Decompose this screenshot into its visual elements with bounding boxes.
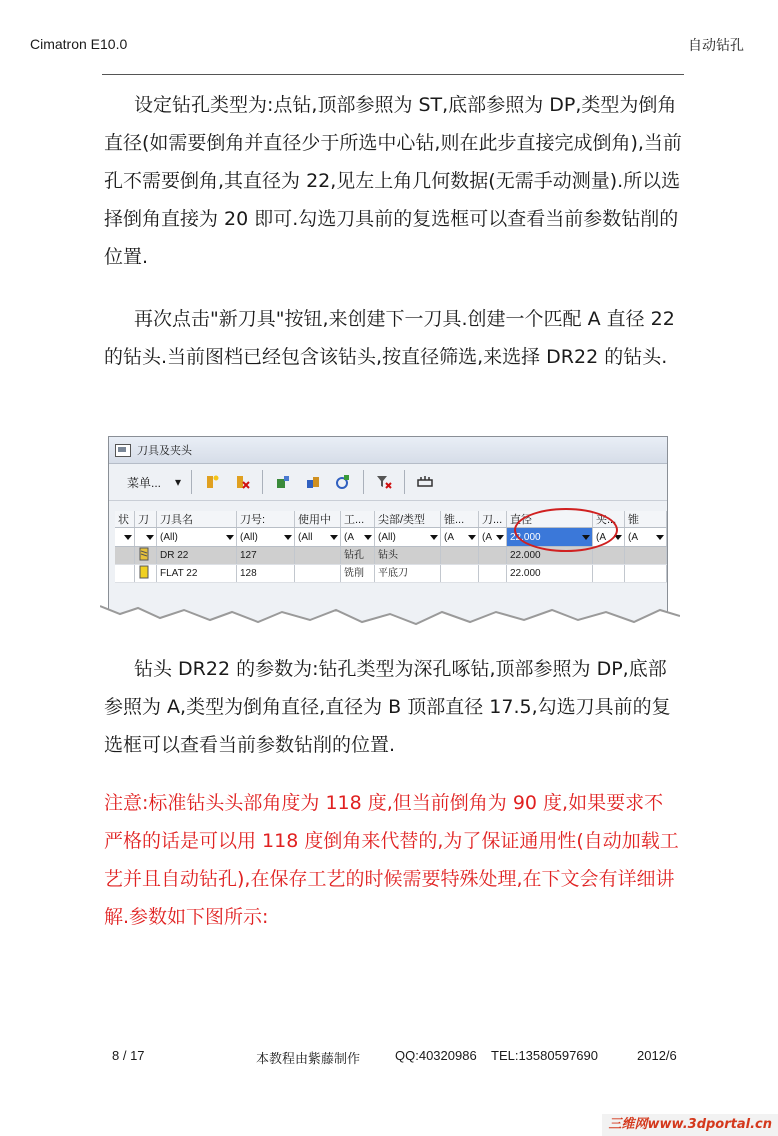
cell-in-use	[295, 565, 341, 582]
col-tool-name[interactable]: 刀具名	[157, 511, 237, 527]
footer-date: 2012/6	[637, 1048, 677, 1063]
chevron-down-icon	[430, 535, 438, 540]
cell-blade	[479, 547, 507, 564]
diameter-highlight-circle	[514, 508, 618, 552]
paragraph-1: 设定钻孔类型为:点钻,顶部参照为 ST,底部参照为 DP,类型为倒角直径(如需要倒角并直径少于所选中心钻,则在此步直接完成倒角),当前孔不需要倒角,其直径为 22,见左上角几何数据(无需手动测量).所以选择倒角直接为 20 即可.勾选刀具前的复选框可以查看当前参数钻削的位置.	[104, 94, 682, 268]
toolbar	[109, 464, 667, 501]
cell-in-use	[295, 547, 341, 564]
footer-author: 本教程由紫藤制作	[256, 1051, 361, 1066]
row-status	[115, 547, 135, 564]
footer-page: 8 / 17	[112, 1048, 145, 1063]
chevron-down-icon: ▾	[175, 475, 182, 489]
header-product: Cimatron E10.0	[30, 36, 128, 52]
chevron-down-icon	[330, 535, 338, 540]
col-taper[interactable]: 锥...	[441, 511, 479, 527]
flat-mill-icon	[135, 565, 157, 582]
col-tip-type[interactable]: 尖部/类型	[375, 511, 441, 527]
col-diameter[interactable]: 直径	[507, 511, 593, 527]
toolbar-separator	[404, 470, 405, 494]
filter-tip-type[interactable]: (All)	[375, 528, 441, 546]
cell-tool-number: 127	[237, 547, 295, 564]
filter-taper-2[interactable]: (A	[625, 528, 667, 546]
paragraph-3: 钻头 DR22 的参数为:钻孔类型为深孔啄钻,顶部参照为 DP,底部参照为 A,类型为倒角直径,直径为 B 顶部直径 17.5,勾选刀具前的复选框可以查看当前参数钻削的位置.	[104, 658, 671, 756]
footer-tel: TEL:13580597690	[491, 1048, 598, 1063]
row-status	[115, 565, 135, 582]
add-holder-icon[interactable]	[273, 472, 293, 492]
toolbar-separator	[262, 470, 263, 494]
table-row[interactable]	[115, 565, 667, 583]
paragraph-2: 再次点击"新刀具"按钮,来创建下一刀具.创建一个匹配 A 直径 22 的钻头.当前图档已经包含该钻头,按直径筛选,来选择 DR22 的钻头.	[104, 308, 675, 368]
filter-in-use[interactable]: (All	[295, 528, 341, 546]
filter-tool-number[interactable]: (All)	[237, 528, 295, 546]
delete-tool-icon[interactable]	[232, 472, 252, 492]
cell-tool-number: 128	[237, 565, 295, 582]
torn-edge	[100, 600, 680, 640]
col-taper-2[interactable]: 锥	[625, 511, 667, 527]
chevron-down-icon	[146, 535, 154, 540]
cell-diameter: 22.000	[507, 547, 593, 564]
col-blade[interactable]: 刀...	[479, 511, 507, 527]
drill-icon	[135, 547, 157, 564]
filter-status[interactable]	[115, 528, 135, 546]
toolbar-separator	[191, 470, 192, 494]
cell-tool-name: FLAT 22	[157, 565, 237, 582]
col-status[interactable]: 状	[115, 511, 135, 527]
menu-button[interactable]	[127, 474, 181, 491]
col-work[interactable]: 工...	[341, 511, 375, 527]
cell-blade	[479, 565, 507, 582]
chevron-down-icon	[364, 535, 372, 540]
measure-icon[interactable]	[415, 472, 435, 492]
header-divider	[102, 74, 684, 75]
chevron-down-icon	[124, 535, 132, 540]
filter-taper[interactable]: (A	[441, 528, 479, 546]
cell-taper	[441, 565, 479, 582]
filter-clear-icon[interactable]	[374, 472, 394, 492]
cell-holder	[593, 547, 625, 564]
filter-tool-name[interactable]: (All)	[157, 528, 237, 546]
new-tool-icon[interactable]	[202, 472, 222, 492]
site-watermark: 三维网www.3dportal.cn	[602, 1114, 778, 1136]
cell-taper-2	[625, 565, 667, 582]
note-paragraph: 注意:标准钻头头部角度为 118 度,但当前倒角为 90 度,如果要求不严格的话是可以用 118 度倒角来代替的,为了保证通用性(自动加载工艺并且自动钻孔),在保存工艺的时候需要特殊处理,在下文会有详细讲解.参数如下图所示:	[104, 792, 679, 928]
filter-tool[interactable]	[135, 528, 157, 546]
cell-holder	[593, 565, 625, 582]
chevron-down-icon	[656, 535, 664, 540]
window-icon	[115, 444, 131, 457]
menu-label: 菜单...	[127, 475, 162, 490]
copy-tool-icon[interactable]	[303, 472, 323, 492]
cell-tip-type: 平底刀	[375, 565, 441, 582]
cell-tip-type: 钻头	[375, 547, 441, 564]
cell-taper-2	[625, 547, 667, 564]
filter-work[interactable]: (A	[341, 528, 375, 546]
col-holder[interactable]: 夹...	[593, 511, 625, 527]
cell-diameter: 22.000	[507, 565, 593, 582]
edit-tool-icon[interactable]	[333, 472, 353, 492]
toolbar-separator	[363, 470, 364, 494]
cell-tool-name: DR 22	[157, 547, 237, 564]
header-chapter: 自动钻孔	[688, 38, 744, 54]
chevron-down-icon	[468, 535, 476, 540]
chevron-down-icon	[284, 535, 292, 540]
chevron-down-icon	[226, 535, 234, 540]
window-title: 刀具及夹头	[137, 445, 192, 457]
cell-taper	[441, 547, 479, 564]
col-in-use[interactable]: 使用中	[295, 511, 341, 527]
window-titlebar	[109, 437, 667, 464]
col-tool-number[interactable]: 刀号:	[237, 511, 295, 527]
filter-holder[interactable]: (A	[593, 528, 625, 546]
col-tool[interactable]: 刀	[135, 511, 157, 527]
cell-work: 钻孔	[341, 547, 375, 564]
cell-work: 铣削	[341, 565, 375, 582]
footer-qq: QQ:40320986	[395, 1048, 477, 1063]
filter-diameter[interactable]: 22.000	[507, 528, 593, 546]
chevron-down-icon	[496, 535, 504, 540]
filter-blade[interactable]: (A	[479, 528, 507, 546]
